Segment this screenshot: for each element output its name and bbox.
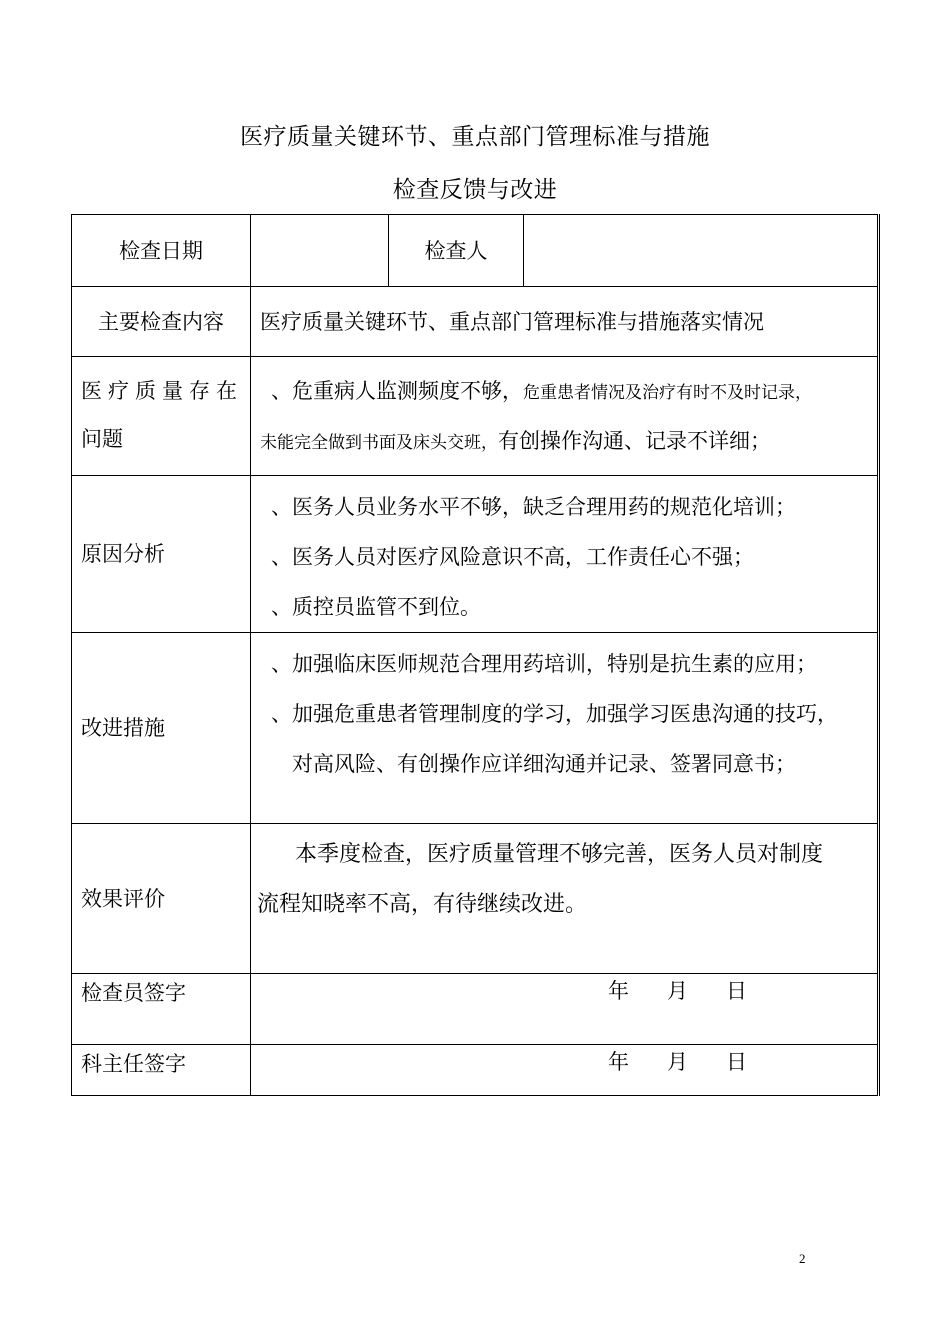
problems-line1b: 危重患者情况及治疗有时不及时记录， bbox=[523, 383, 812, 403]
causes-content bbox=[251, 476, 879, 633]
problems-line2a: 未能完全做到书面及床头交班， bbox=[260, 433, 498, 453]
table-row bbox=[72, 974, 879, 1045]
list-item: 、加强危重患者管理制度的学习，加强学习医患沟通的技巧， bbox=[271, 702, 838, 726]
causes-label: 原因分析 bbox=[72, 476, 251, 633]
list-item: 、医务人员对医疗风险意识不高，工作责任心不强； bbox=[271, 545, 754, 569]
inspector-label: 检查人 bbox=[389, 215, 524, 287]
table-row bbox=[72, 824, 879, 974]
measures-label: 改进措施 bbox=[72, 633, 251, 824]
problems-label bbox=[72, 357, 251, 476]
problems-label-line1: 医疗质量存在 bbox=[81, 379, 243, 403]
evaluation-line2: 流程知晓率不高，有待继续改进。 bbox=[257, 892, 588, 917]
date-day: 日 bbox=[726, 979, 747, 1003]
table-row bbox=[72, 215, 879, 287]
document-subtitle: 检查反馈与改进 bbox=[392, 177, 558, 203]
inspection-date-value[interactable] bbox=[251, 215, 389, 287]
page-number: 2 bbox=[799, 1251, 806, 1266]
list-item: 、加强临床医师规范合理用药培训，特别是抗生素的应用； bbox=[271, 652, 817, 676]
date-month: 月 bbox=[667, 979, 688, 1003]
table-row bbox=[72, 476, 879, 633]
inspection-date-label: 检查日期 bbox=[72, 215, 251, 287]
list-item: 对高风险、有创操作应详细沟通并记录、签署同意书； bbox=[292, 752, 796, 776]
inspector-signature-field[interactable] bbox=[251, 974, 879, 1045]
director-signature-field[interactable] bbox=[251, 1045, 879, 1096]
inspector-value[interactable] bbox=[524, 215, 879, 287]
table-row bbox=[72, 1045, 879, 1096]
problems-label-line2: 问题 bbox=[81, 427, 123, 451]
date-year: 年 bbox=[608, 979, 629, 1003]
main-content-label: 主要检查内容 bbox=[72, 287, 251, 357]
problems-content bbox=[251, 357, 879, 476]
problems-line1a: 、危重病人监测频度不够， bbox=[271, 379, 523, 403]
main-content-value: 医疗质量关键环节、重点部门管理标准与措施落实情况 bbox=[251, 287, 879, 357]
director-signature-date bbox=[608, 1049, 747, 1075]
date-day: 日 bbox=[726, 1050, 747, 1074]
table-row bbox=[72, 357, 879, 476]
table-row bbox=[72, 287, 879, 357]
date-year: 年 bbox=[608, 1050, 629, 1074]
list-item: 、质控员监管不到位。 bbox=[271, 595, 481, 619]
evaluation-content bbox=[251, 824, 879, 974]
inspection-table bbox=[71, 214, 880, 1096]
list-item: 、医务人员业务水平不够，缺乏合理用药的规范化培训； bbox=[271, 495, 796, 519]
table-row bbox=[72, 633, 879, 824]
inspector-signature-date bbox=[608, 978, 747, 1004]
measures-content bbox=[251, 633, 879, 824]
date-month: 月 bbox=[667, 1050, 688, 1074]
evaluation-line1: 本季度检查，医疗质量管理不够完善，医务人员对制度 bbox=[295, 842, 824, 867]
director-signature-label: 科主任签字 bbox=[72, 1045, 251, 1096]
inspector-signature-label: 检查员签字 bbox=[72, 974, 251, 1045]
problems-line2b: 有创操作沟通、记录不详细； bbox=[498, 429, 771, 453]
document-title: 医疗质量关键环节、重点部门管理标准与措施 bbox=[240, 124, 710, 150]
evaluation-label: 效果评价 bbox=[72, 824, 251, 974]
